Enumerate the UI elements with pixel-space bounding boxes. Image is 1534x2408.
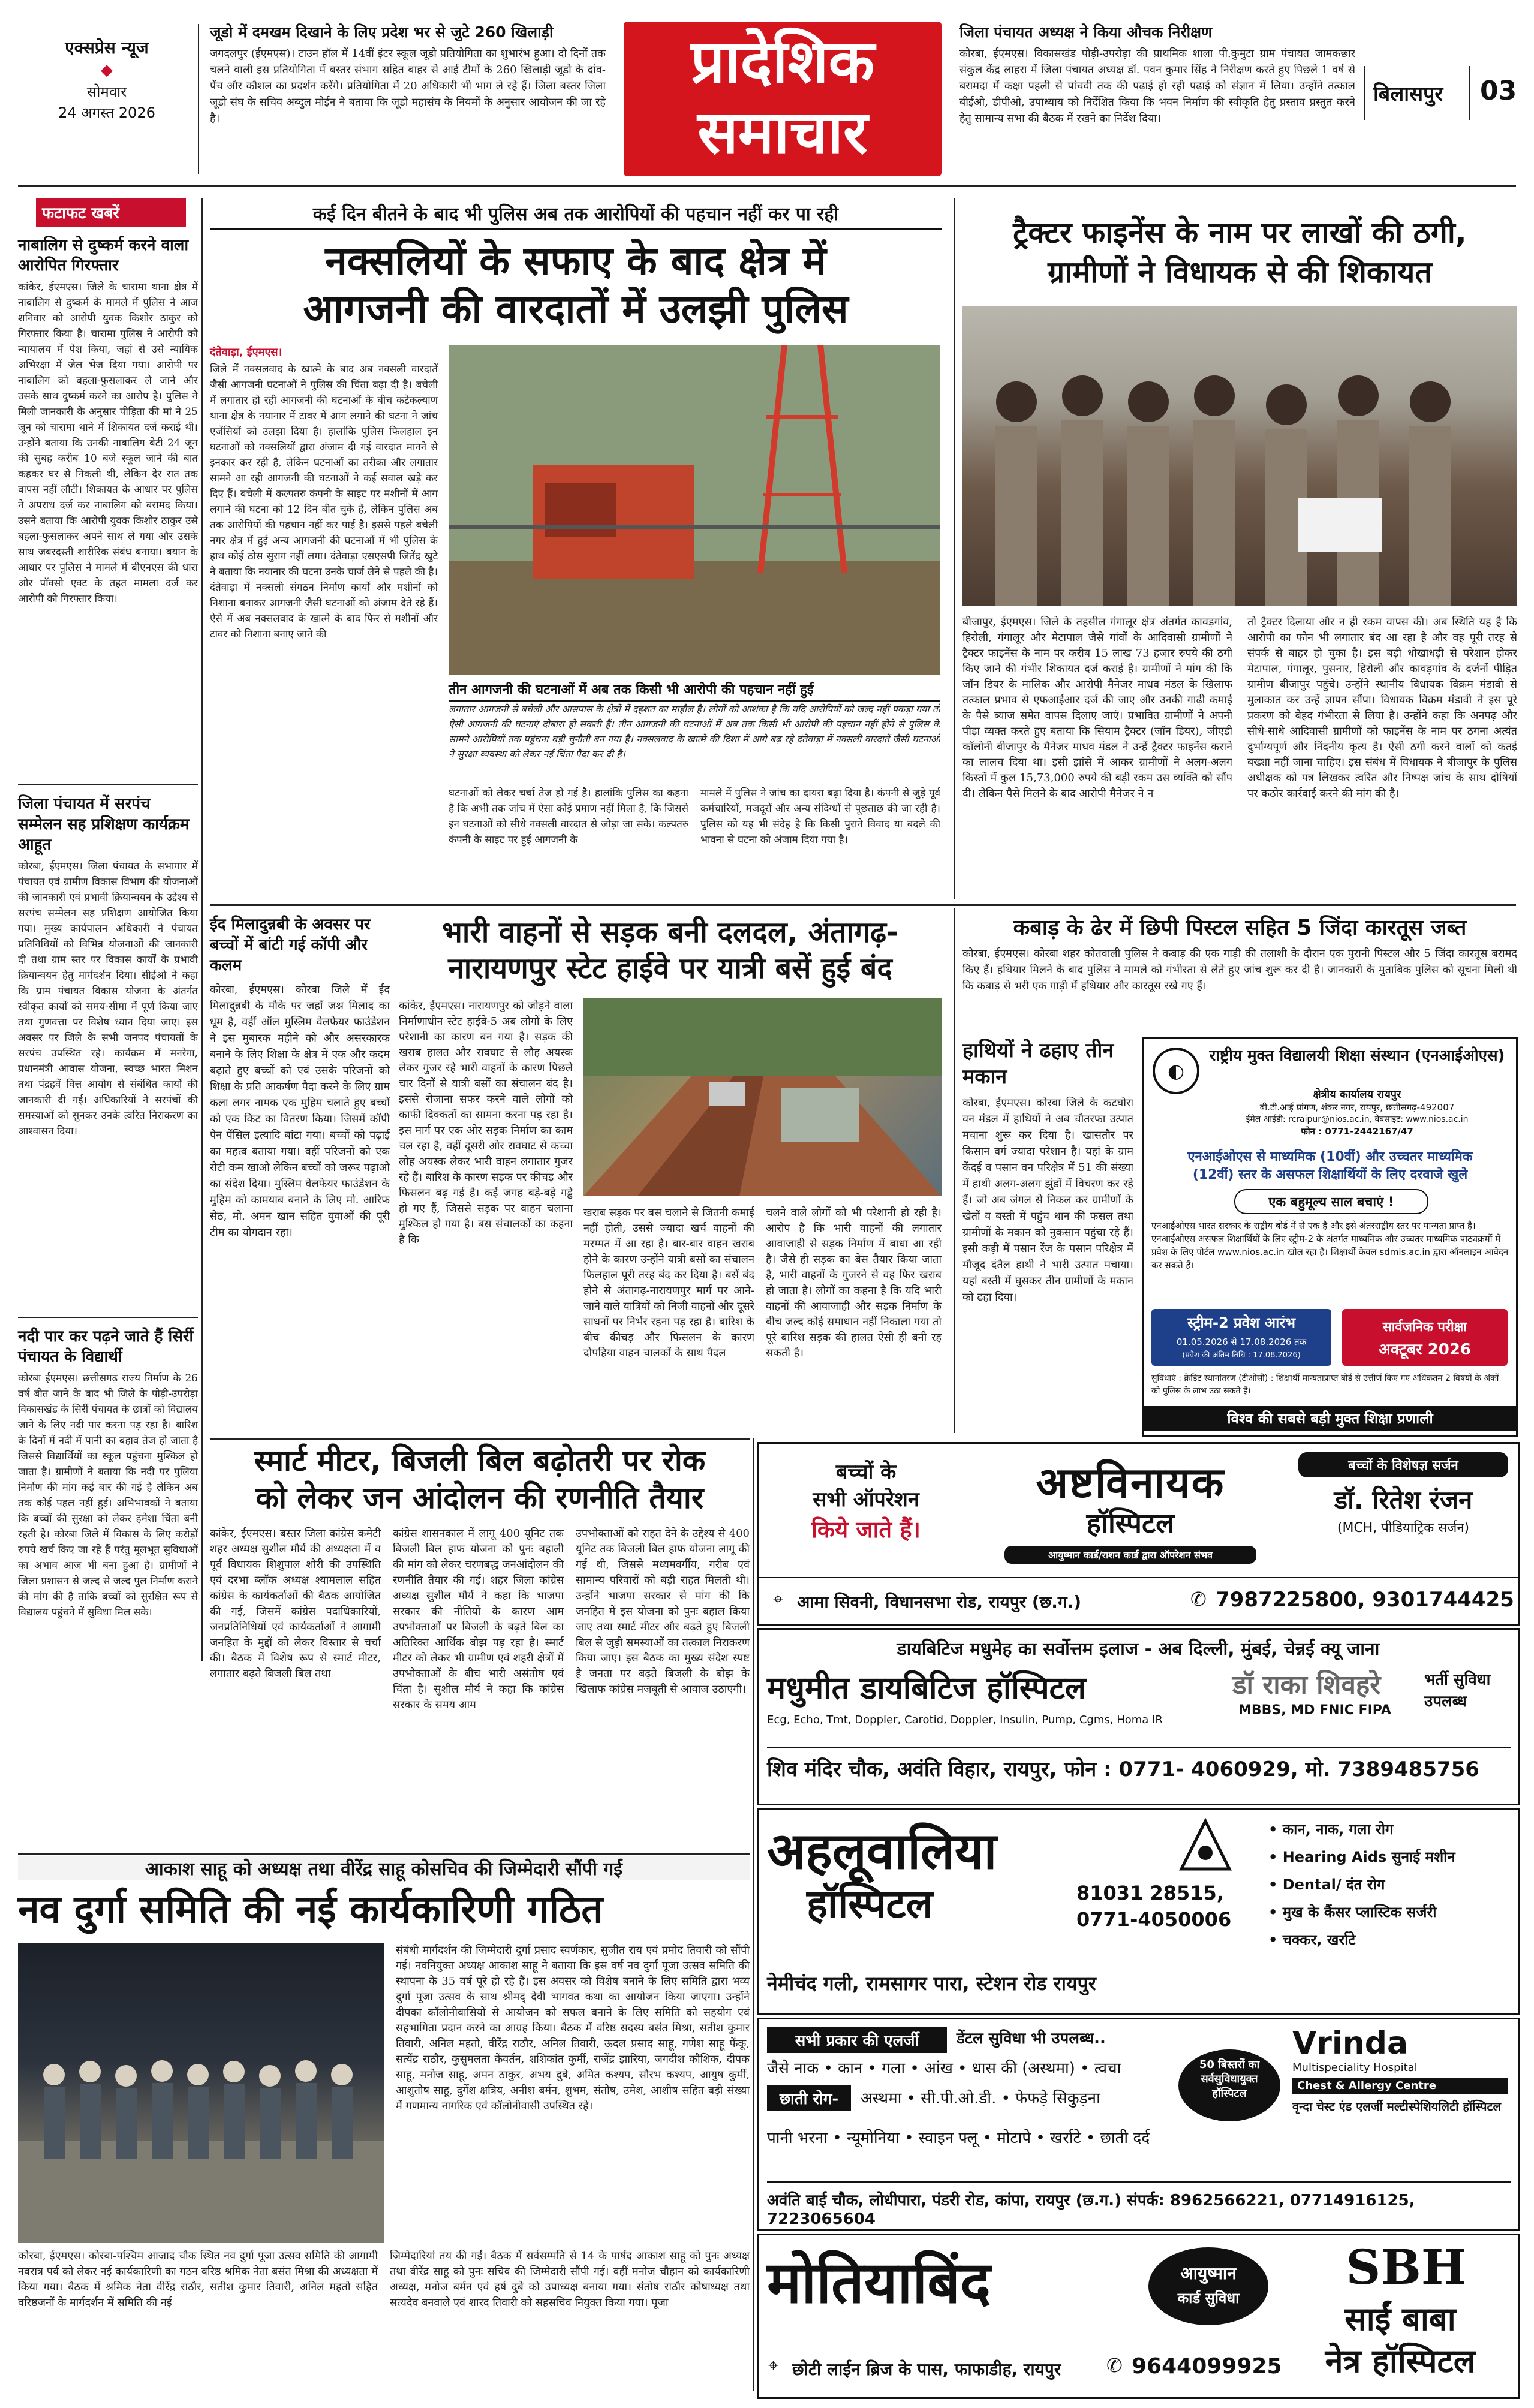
paper-name: एक्सप्रेस न्यूज [65,38,149,58]
doctor-degree: MBBS, MD FNIC FIPA [1238,1703,1391,1718]
vrinda-sub2: Chest & Allergy Centre [1292,2078,1508,2094]
doctor-name: डॉ राका शिवहरे [1232,1670,1381,1700]
story-headline: स्मार्ट मीटर, बिजली बिल बढ़ोतरी पर रोक [254,1443,706,1478]
story-column: तो ट्रैक्टर दिलाया और न ही रकम वापस की। अब स्थिति यह है कि आरोपी का फोन भी लगातार बंद आ रहा है और वह पूरी तरह से संपर्क से बाहर हो चुका है। इस बड़ी धोखाधड़ी से परेशान होकर मेटापाल, गंगालूर, पुसनार, हिरोली और कावड़गांव के दर्जनों पीड़ित ग्रामीण बीजापुर पहुंचे। उन्होंने स्थानीय विधायक विक्रम मंडावी से मुलाकात कर उन्हें ज्ञापन सौंपा। विधायक विक्रम मंडावी ने इस पूरे प्रकरण को बेहद गंभीरता से लिया है। उन्होंने कहा कि अनपढ़ और सीधे-साधे आदिवासी ग्रामीणों को फाइनेंस के नाम पर ठगना अत्यंत दुर्भाग्यपूर्ण और निंदनीय कृत्य है। ऐसी ठगी करने वालों को कतई बख्शा नहीं जाना चाहिए। इस संबंध में विधायक ने बीजापुर के पुलिस अधीक्षक को पत्र लिखकर त्वरित और निष्पक्ष जांच के साथ दोषियों पर कठोर कार्रवाई करने की मांग की है। [1247,616,1517,800]
story-column: संबंधी मार्गदर्शन की जिम्मेदारी दुर्गा प्रसाद स्वर्णकार, सुजीत राय एवं प्रमोद तिवारी को सौंपी गई। नवनियुक्त अध्यक्ष आकाश साहू ने बताया कि इस वर्ष नव दुर्गा पूजा उत्सव समिति की स्थापना के 35 वर्ष पूरे हो रहे हैं। इस अवसर को विशेष बनाने के लिए समिति द्वारा भव्य दुर्गा पूजा उत्सव के साथ श्रीमद् देवी भागवत कथा का आयोजन किया जाएगा। उन्होंने दीपका कॉलोनीवासियों से आयोजन को सफल बनाने के लिए समिति को सहयोग एवं सहभागिता प्रदान करने का आग्रह किया। बैठक में वरिष्ठ सदस्य बसंत मिश्रा, सतीश कुमार तिवारी, अनिल महतो, वीरेंद्र राठौर, अनिल तिवारी, ऊदल प्रसाद साहू, गणेश साहू फेंकू, सत्येंद्र राठौर, कुसुमलता केंवर्तन, शशिकांत कुर्मी, राजेंद्र झारिया, जगदीश कौशिक, दीपक साहू, मनोज साहू, अमन ठाकुर, अभय दुबे, अमित कश्यप, सौरभ कश्यप, आयुष कुर्मी, आशुतोष साहू, दुर्गेश क्षत्रिय, अनीश बर्मन, शुभम, संतोष, उमेश, आशीष सहित बड़ी संख्या में गणमान्य नागरिक एवं कॉलोनीवासी उपस्थित रहे। [396,1944,750,2112]
madhumeet-name: मधुमीत डायबिटिज हॉस्पिटल [767,1670,1087,1706]
story-column: घटनाओं को लेकर चर्चा तेज हो गई है। हालांकि पुलिस का कहना है कि अभी तक जांच में ऐसा कोई प्रमाण नहीं मिला है, कि जिससे इन घटनाओं को सीधे नक्सली वारदात से जोड़ा जा सके। कल्पतरु कंपनी के साइट पर हुई आगजनी के [449,787,688,846]
ayushman-badge [1148,2247,1268,2325]
page-number: 03 [1480,76,1517,106]
ad-phone: 9644099925 [1132,2354,1282,2379]
sbh-name: साईं बाबा [1344,2300,1456,2338]
story-headline: नक्सलियों के सफाए के बाद क्षेत्र में [325,238,826,284]
divider [18,1317,198,1318]
tractor-story [962,201,1517,899]
story-column: कोरबा, ईएमएस। कोरबा-पश्चिम आजाद चौक स्थित नव दुर्गा पूजा उत्सव समिति की आगामी नवरात्र पर्व को लेकर नई कार्यकारिणी का गठन वरिष्ठ श्रमिक नेता बसंत मिश्रा की अध्यक्षता में किया गया। बैठक में श्रमिक नेता वीरेंद्र राठौर, सतीश कुमार तिवारी, अनिल महतो सहित वरिष्ठजनों के मार्गदर्शन में समिति की नई [18,2250,378,2309]
nios-phone: फोन : 0771-2442167/47 [1301,1126,1413,1137]
ad-line: बच्चों के [835,1460,897,1484]
stream-dates: 01.05.2026 से 17.08.2026 तक [1176,1337,1307,1347]
ahluwalia-logo-icon [1178,1818,1232,1872]
ad-address: शिव मंदिर चौक, अवंति विहार, रायपुर, फोन : 0771- 4060929, मो. 7389485756 [767,1747,1511,1782]
ad-address: नेमीचंद गली, रामसागर पारा, स्टेशन रोड रायपुर [767,1972,1096,1995]
fire-tower-photo [449,345,940,675]
elephant-story [962,1037,1133,1433]
masthead-rule [18,185,1516,187]
paper-logo-block [23,36,191,138]
diamond-icon: ◆ [101,61,113,79]
story-kicker: कई दिन बीतने के बाद भी पुलिस अब तक आरोपियों की पहचान नहीं कर पा रही [210,201,942,230]
story-headline: जूडो में दमखम दिखाने के लिए प्रदेश भर से जुटे 260 खिलाड़ी [210,23,554,41]
durga-story [18,1856,750,2395]
ashtavinayak-ad [757,1442,1520,1626]
motiyabind-ad [757,2234,1520,2399]
ahluwalia-phone [1076,1882,1256,1931]
top-right-story [959,23,1355,179]
tower-illustration [449,345,940,675]
story-headline: कबाड़ के ढेर में छिपी पिस्टल सहित 5 जिंदा कारतूस जब्त [1013,916,1467,940]
exam-title: सार्वजनिक परीक्षा [1382,1320,1467,1335]
service-item: • Hearing Aids सुनाई मशीन [1268,1849,1455,1865]
fatafat-item-headline: जिला पंचायत में सरपंच सम्मेलन सह प्रशिक्षण कार्यक्रम आहूत [18,795,190,854]
vrinda-ad [757,2018,1520,2231]
nios-badge: एक बहुमूल्य साल बचाएं ! [1234,1189,1428,1214]
nios-main-line: एनआईओएस से माध्यमिक (10वीं) और उच्चतर माध्यमिक [1187,1149,1473,1164]
nios-email: ईमेल आईडी: rcraipur@nios.ac.in, वेबसाइट: www.nios.ac.in [1246,1115,1469,1124]
column-divider [201,198,203,1661]
nios-address: बी.टी.आई प्रांगण, शंकर नगर, रायपुर, छत्तीसगढ़-492007 [1259,1102,1455,1113]
story-headline: आगजनी की वारदातों में उलझी पुलिस [303,286,849,332]
ad-address: आमा सिवनी, विधानसभा रोड, रायपुर (छ.ग.) [797,1592,1082,1612]
badge-line: आयुष्मान [1180,2263,1237,2283]
story-body: कोरबा, ईएमएस। कोरबा जिले के कटघोरा वन मंडल में हाथियों ने अब चौतरफा उत्पात मचाना शुरू कर दिया है। खासतौर पर किसान वर्ग ज्यादा परेशान है। यहां के ग्राम केंदई व पसान वन परिक्षेत्र में 51 की संख्या में हाथी अलग-अलग झुंडों में विचरण कर रहे हैं। जो अब जंगल से निकल कर ग्रामीणों के खेतों व बस्ती में पहुंच धान की फसल तथा ग्रामीणों के मकान को नुकसान पहुंचा रहे हैं। इसी कड़ी में पसान रेंज के पसान परिक्षेत्र में मौजूद दंतैल हाथी ने भारी उत्पात मचाया। यहां बस्ती में घुसकर तीन ग्रामीणों के मकान को ढहा दिया। [962,1097,1133,1304]
muddy-road-photo [583,998,942,1196]
story-headline: ट्रैक्टर फाइनेंस के नाम पर लाखों की ठगी, [1013,215,1467,250]
column-divider [954,908,955,1433]
date-label: 24 अगस्त 2026 [58,104,155,121]
nios-main-line: (12वीं) स्तर के असफल शिक्षार्थियों के लिए दरवाजे खुले [1192,1167,1468,1182]
smart-meter-story [210,1442,750,1850]
stream-title: स्ट्रीम-2 प्रवेश आरंभ [1187,1314,1295,1331]
nios-org: राष्ट्रीय मुक्त विद्यालयी शिक्षा संस्थान (एनआईओएस) [1209,1047,1505,1065]
ashtavinayak-name: अष्टविनायक [1036,1458,1225,1507]
phone-icon: ✆ [1190,1588,1207,1611]
story-column: खराब सड़क पर बस चलाने से जितनी कमाई नहीं होती, उससे ज्यादा खर्च वाहनों की मरम्मत में आ रहा है। बार-बार वाहन खराब होने के कारण उन्होंने यात्री बसों का संचालन फिलहाल पूरी तरह बंद कर दिया है। बसें बंद होने से अंतागढ़-नारायणपुर मार्ग पर आने-जाने वाले यात्रियों को निजी वाहनों और दूसरे साधनों पर निर्भर रहना पड़ रहा है। बारिश के बीच कीचड़ और फिसलन के कारण दोपहिया वाहन चालकों के साथ पैदल [583,1206,754,1359]
story-dateline: दंतेवाड़ा, ईएमएस। [210,346,282,359]
fatafat-item-headline: नदी पार कर पढ़ने जाते हैं सिर्री पंचायत के विद्यार्थी [18,1328,194,1366]
story-headline: जिला पंचायत अध्यक्ष ने किया औचक निरीक्षण [959,23,1213,41]
ahluwalia-services [1268,1816,1514,1954]
ashtavinayak-hospital: हॉस्पिटल [1086,1507,1175,1539]
photo-caption: तीन आगजनी की घटनाओं में अब तक किसी भी आरोपी की पहचान नहीं हुई [449,678,940,702]
fatafat-column [18,198,198,1661]
sbh-name: नेत्र हॉस्पिटल [1325,2342,1476,2380]
road-illustration [583,998,942,1196]
story-column: जिले में नक्सलवाद के खात्मे के बाद अब नक्सली वारदातें जैसी आगजनी घटनाओं ने पुलिस की चिंता बढ़ा दी है। बचेली में लगातार हो रही आगजनी की घटनाओं के बीच कटेकल्याण थाना क्षेत्र के नयानार में टावर में आग लगाने की घटना ने जांच एजेंसियों को उलझा दिया है। हालांकि पुलिस फिलहाल इन घटनाओं को नक्सलियों द्वारा अंजाम दी गई वारदात मानने से इनकार कर रही है, लेकिन घटनाओं का तरीका और लगातार सामने आ रही आगजनी की घटनाओं ने कई सवाल खड़े कर दिए हैं। बचेली में कल्पतरु कंपनी के साइट पर मशीनों में आग लगाने की घटना को 12 दिन बीत चुके हैं, लेकिन पुलिस अब तक आरोपियों की पहचान नहीं कर पाई है। इससे पहले बचेली नगर क्षेत्र में हुई अन्य आगजनी की घटनाओं में भी पुलिस के हाथ कोई ठोस सुराग नहीं लगा। दंतेवाड़ा एसएसपी जितेंद्र खुटे ने बताया कि नयानार की घटना उनके चार्ज लेने से पहले की है। दंतेवाड़ा में नक्सली संगठन निर्माण कार्यों और मशीनों को निशाना बनाकर आगजनी जैसी घटनाओं को अंजाम देते रहे हैं। ऐसे में अब नक्सलवाद के खात्मे के बाद फिर से मशीनों और टावर को निशाना बनाए जाने की [210,363,438,640]
eid-story [210,914,390,1433]
badge-line: कार्ड सुविधा [1177,2290,1240,2307]
committee-illustration [18,1943,384,2243]
exam-month: अक्टूबर 2026 [1378,1341,1472,1359]
section-title-line2: समाचार [697,97,868,167]
fatafat-label: फटाफट खबरें [36,198,186,227]
column-divider [753,1438,754,2391]
nios-regional: क्षेत्रीय कार्यालय रायपुर [1313,1088,1401,1101]
vrinda-tag: सभी प्रकार की एलर्जी [767,2027,947,2053]
photo-subtext: लगातार आगजनी से बचेली और आसपास के क्षेत्रों में दहशत का माहौल है। लोगों को आशंका है कि यदि आरोपियों को जल्द नहीं पकड़ा गया तो ऐसी आगजनी की घटनाएं दोबारा हो सकती हैं। तीन आगजनी की घटनाओं में अब तक किसी भी आरोपी की पहचान नहीं होने से पुलिस के सामने आरोपियों तक पहुंचना बड़ी चुनौती बन गया है। नक्सलवाद के खात्मे की दिशा में आगे बढ़ रहे दंतेवाड़ा में नक्सली वारदातें जैसी घटनाओं ने सुरक्षा व्यवस्था को लेकर नई चिंता पैदा कर दी है। [449,703,940,760]
committee-photo [18,1943,384,2243]
vrinda-allergy: जैसे नाक • कान • गला • आंख • धास की (अस्थमा) • त्वचा [767,2060,1121,2078]
service-item: • चक्कर, खर्राटे [1268,1931,1356,1948]
nios-facility: सुविधाएं : क्रेडिट स्थानांतरण (टीओसी) : शिक्षार्थी मान्यताप्राप्त बोर्ड से उत्तीर्ण किए गए अधिकतम 2 विषयों के अंकों को पुलिस के लाभ उठा सकते हैं। [1151,1374,1499,1396]
divider [1364,66,1365,120]
ad-address: अवंति बाई चौक, लोधीपारा, पंडरी रोड, कांपा, रायपुर (छ.ग.) संपर्क: 8962566221, 07714916125, 7223065604 [767,2181,1511,2228]
story-body: कोरबा, ईएमएस। विकासखंड पोड़ी-उपरोड़ा की प्राथमिक शाला पी.कुमुटा ग्राम पंचायत जामकछार संकुल केंद्र लाहरा में जिला पंचायत अध्यक्ष डॉ. पवन कुमार सिंह ने निरीक्षण करते हुए पिछले 1 वर्ष से बरामदा में कक्षा पहली से पांचवी तक की पढ़ाई हो रही पढ़ाई को संज्ञान में लिया। उन्होंने तत्काल बीईओ, डीपीओ, उपाध्याय को निर्देशित किया कि भवन निर्माण की स्वीकृति हेतु प्रस्ताव प्रस्तुत करने हेतु सामान्य सभा की बैठक में रखने का निर्देश दिया। [959,47,1355,125]
city-label: बिलासपुर [1373,82,1443,106]
phone-number: 81031 28515, [1076,1882,1224,1904]
vrinda-hindi-name: वृन्दा चेस्ट एंड एलर्जी मल्टीस्पेशियलिटी हॉस्पिटल [1292,2099,1502,2114]
service-item: • Dental/ दंत रोग [1268,1876,1385,1893]
top-left-story [210,23,606,179]
story-headline: को लेकर जन आंदोलन की रणनीति तैयार [255,1480,704,1515]
section-title-block [624,22,942,176]
sbh-logo: SBH [1346,2239,1467,2295]
ahluwalia-name: अहलूवालिया [767,1822,997,1880]
pistol-story [962,914,1517,1022]
section-rule [210,1438,750,1440]
motiyabind-title: मोतियाबिंद [767,2249,991,2316]
nios-logo-icon: ◐ [1153,1048,1199,1094]
phone-icon: ✆ [1106,2354,1123,2377]
villagers-photo [962,306,1517,606]
nios-details: एनआईओएस भारत सरकार के राष्ट्रीय बोर्ड में से एक है और इसे अंतरराष्ट्रीय स्तर पर मान्यता प्राप्त है। एनआईओएस असफल शिक्षार्थियों के लिए स्ट्रीम-2 के अंतर्गत माध्यमिक और उच्चतर माध्यमिक पाठ्यक्रमों में प्रवेश के लिए पोर्टल www.nios.ac.in खोल रहा है। शिक्षार्थी केवल sdmis.ac.in द्वारा ऑनलाइन आवेदन कर सकते हैं। [1151,1220,1509,1271]
ad-address-bar [759,1577,1518,1623]
story-column: जिम्मेदारियां तय की गईं। बैठक में सर्वसम्मति से 14 के पार्षद आकाश साहू को पुनः अध्यक्ष तथा वीरेंद्र साहू को पुनः सचिव की जिम्मेदारी सौंपी गई। वहीं मनोज चौहान को कार्यकारिणी अध्यक्ष, मनोज बर्मन एवं हर्ष दुबे को उपाध्यक्ष बनाया गया। संतोष राठौर कोषाध्यक्ष तथा सत्यदेव बनवाले एवं शारद तिवारी को सहसचिव नियुक्त किया गया। पूजा [390,2250,750,2309]
fatafat-item-body: कोरबा ईएमएस। छत्तीसगढ़ राज्य निर्माण के 26 वर्ष बीत जाने के बाद भी जिले के पोड़ी-उपरोड़ा विकासखंड के सिर्री पंचायत के छात्रों को विद्यालय जाने के लिए नदी पार करना पड़ रहा है। बारिश के दिनों में नदी में पानी का बहाव तेज हो जाता है जिससे विद्यार्थियों का स्कूल पहुंचना मुश्किल हो जाता है। ग्रामीणों ने बताया कि नदी पर पुलिया निर्माण की मांग कई बार की गई है लेकिन अब तक कोई पहल नहीं हुई। अभिभावकों ने बताया कि बच्चों की सुरक्षा को लेकर हमेशा चिंता बनी रहती है। कोरबा जिले में विकास के लिए करोड़ों रुपये खर्च किए जा रहे हैं परंतु मूलभूत सुविधाओं का अभाव आज भी बना हुआ है। ग्रामीणों ने जिला प्रशासन से जल्द से जल्द पुल निर्माण कराने की मांग की है ताकि बच्चों को सुरक्षित रूप से विद्यालय पहुंचने में सुविधा मिल सके। [18,1372,198,1618]
service-item: • कान, नाक, गला रोग [1268,1821,1394,1838]
story-body: कोरबा, ईएमएस। कोरबा शहर कोतवाली पुलिस ने कबाड़ की एक गाड़ी की तलाशी के दौरान एक पुरानी पिस्टल और 5 जिंदा कारतूस बरामद किए हैं। हथियार मिलने के बाद पुलिस ने मामले को गंभीरता से लेते हुए जांच शुरू कर दी है। जानकारी के मुताबिक पुलिस को सूचना मिली थी कि कबाड़ से भरी एक गाड़ी में हथियार और कारतूस रखे गए हैं। [962,947,1517,992]
vrinda-name: Vrinda [1292,2025,1409,2061]
vrinda-sub: Multispeciality Hospital [1292,2061,1418,2074]
vrinda-beds-badge: 50 बिस्तरों का सर्वसुविधायुक्त हॉस्पिटल [1178,2049,1280,2121]
road-story [399,914,942,1433]
nios-footer: विश्व की सबसे बड़ी मुक्त शिक्षा प्रणाली [1144,1406,1516,1431]
doctor-name: डॉ. रितेश रंजन [1334,1485,1473,1515]
ad-phones: 7987225800, 9301744425 [1216,1588,1514,1612]
naxal-story [210,201,942,902]
divider [18,784,198,785]
vrinda-chest: अस्थमा • सी.पी.ओ.डी. • फेफड़े सिकुड़ना [861,2090,1100,2108]
story-column: कांकेर, ईएमएस। बस्तर जिला कांग्रेस कमेटी शहर अध्यक्ष सुशील मौर्य की अध्यक्षता में व पूर्व विधायक शिशुपाल शोरी की उपस्थिति एवं दरभा ब्लॉक अध्यक्ष श्यामलाल सहित कांग्रेस के कार्यकर्ताओं की बैठक आयोजित की गई, जिसमें कांग्रेस पदाधिकारियों, जनप्रतिनिधियों एवं कार्यकर्ताओं ने आगामी जनहित के मुद्दों को लेकर विस्तार से चर्चा की। बैठक में विशेष रूप से स्मार्ट मीटर, लगातार बढ़ते बिजली बिल तथा [210,1527,381,1680]
story-column: उपभोक्ताओं को राहत देने के उद्देश्य से 400 यूनिट तक बिजली बिल हाफ योजना लागू की गई थी, जिससे मध्यमवर्गीय, गरीब एवं सामान्य परिवारों को बड़ी राहत मिलती थी। उन्होंने भाजपा सरकार से मांग की कि जनहित में इस योजना को पुनः बहाल किया जाए तथा स्मार्ट मीटर और बढ़ते हुए बिजली बिल से जुड़ी समस्याओं का तत्काल निराकरण किया जाए। इस बैठक का मुख्य संदेश स्पष्ट है जनता पर बढ़ते बिजली के बोझ के खिलाफ कांग्रेस मजबूती से आवाज उठाएगी। [576,1527,750,1696]
ad-left-text [767,1458,965,1546]
stream-late: (प्रवेश की अंतिम तिथि : 17.08.2026) [1182,1351,1301,1360]
story-kicker: आकाश साहू को अध्यक्ष तथा वीरेंद्र साहू कोसचिव की जिम्मेदारी सौंपी गई [18,1856,750,1880]
group-illustration [962,306,1517,606]
story-column: कांकेर, ईएमएस। नारायणपुर को जोड़ने वाला निर्माणाधीन स्टेट हाईवे-5 अब लोगों के लिए परेशानी का कारण बन गया है। सड़क की खराब हालत और रावघाट से लौह अयस्क लेकर गुजर रहे भारी वाहनों के कारण पिछले चार दिनों से यात्री बसों का संचालन बंद है। इससे रोजाना सफर करने वाले लोगों को काफी दिक्कतों का सामना करना पड़ रहा है। इस मार्ग पर एक ओर सड़क निर्माण का काम चल रहा है, वहीं दूसरी ओर रावघाट से कच्चा लोह अयस्क लेकर भारी वाहन लगातार गुजर रहे हैं। बारिश के कारण सड़क पर कीचड़ और फिसलन बढ़ गई है। कई जगह बड़े-बड़े गड्ढे हो गए हैं, जिससे सड़क पर वाहन चलाना मुश्किल हो गया है। बस संचालकों का कहना है कि [399,1000,573,1246]
day-label: सोमवार [86,83,127,100]
story-body: कोरबा, ईएमएस। कोरबा जिले में ईद मिलादुन्नबी के मौके पर जहाँ जश्न मिलाद का धूम है, वहीं ऑल मुस्लिम वेलफेयर फाउंडेशन ने इस मुबारक महीने को और असरकारक बनाने के लिए शिक्षा के क्षेत्र में एक और कदम बढ़ाते हुए बच्चों को एवं उसके परिजनों को शिक्षा के प्रति आकर्षण पैदा करने के लिए ग्राम कला लगर नामक एक मुहिम चलाते हुए बच्चों को एक किट का वितरण किया। जिसमें कॉपी पेन पेंसिल इत्यादि बांटा गया। बच्चों को पढ़ाई का महत्व बताया गया। वहीं परिजनों को एक रोटी कम खाओ लेकिन बच्चों को जरूर पढ़ाओ का संदेश दिया। मुस्लिम वेलफेयर फाउंडेशन के मुहिम को कामयाब बनाने के लिए मो. आरिफ सेठ, मो. अमन खान सहित युवाओं की पूरी टीम का योगदान रहा। [210,983,390,1239]
divider [1469,66,1470,120]
story-headline: ईद मिलादुन्नबी के अवसर पर बच्चों में बांटी गई कॉपी और कलम [210,916,371,974]
nios-exam-box [1342,1309,1508,1366]
fatafat-item-body: कोरबा, ईएमएस। जिला पंचायत के सभागार में पंचायत एवं ग्रामीण विकास विभाग की योजनाओं की जानकारी एवं प्रभावी क्रियान्वयन के उद्देश्य से सरपंच सम्मेलन सह प्रशिक्षण आयोजित किया गया। मुख्य कार्यपालन अधिकारी ने पंचायत प्रतिनिधियों को विभिन्न योजनाओं की जानकारी दी तथा ग्राम स्तर पर विकास कार्यों के प्रभावी क्रियान्वयन हेतु मार्गदर्शन दिया। सीईओ ने कहा कि ग्राम पंचायत विकास योजना के अंतर्गत स्वीकृत कार्यों को समय-सीमा में पूर्ण किया जाए तथा गुणवत्ता पर विशेष ध्यान दिया जाए। इस अवसर पर जिले के सभी जनपद पंचायतों के सरपंच उपस्थित रहे। कार्यक्रम में मनरेगा, प्रधानमंत्री आवास योजना, स्वच्छ भारत मिशन तथा पंद्रहवें वित्त आयोग से संबंधित कार्यों की जानकारी दी गई। अधिकारियों ने सरपंचों की समस्याओं को सुनकर उनके त्वरित निराकरण का आश्वासन दिया। [18,860,198,1137]
vrinda-more: पानी भरना • न्यूमोनिया • स्वाइन फ्लू • मोटापे • खर्राटे • छाती दर्द [767,2129,1150,2147]
section-rule [18,1853,750,1855]
story-column: बीजापुर, ईएमएस। जिले के तहसील गंगालूर क्षेत्र अंतर्गत कावड़गांव, हिरोली, गंगालूर और मेटापाल जैसे गांवों के आदिवासी ग्रामीणों ने ट्रैक्टर फाइनेंस के नाम पर करीब 15 लाख 73 हजार रुपये की ठगी किए जाने की गंभीर शिकायत दर्ज कराई है। ग्रामीणों ने मांग की कि जॉन डियर के मालिक और आरोपी मैनेजर माधव मंडल के खिलाफ तत्काल प्रभाव से एफआईआर दर्ज की जाए और उनकी गाढ़ी कमाई के पैसे ब्याज समेत वापस दिलाए जाएं। प्रभावित ग्रामीणों ने अपनी पीड़ा व्यक्त करते हुए बताया कि सियाम ट्रैक्टर (जॉन डियर), जीएडी कॉलोनी बीजापुर के मैनेजर माधव मंडल ने उन्हें ट्रैक्टर फाइनेंस कराने का लालच दिया था। इसी झांसे में आकर ग्रामीणों ने अलग-अलग किस्तों में कुल 15,73,000 रुपये की बड़ी रकम उस व्यक्ति को सौंप दी। लेकिन पैसे मिलने के बाद आरोपी मैनेजर ने न [962,616,1232,800]
nios-ad [1142,1037,1518,1437]
doctor-degree: (MCH, पीडियाट्रिक सर्जन) [1337,1521,1470,1536]
madhumeet-ad [757,1628,1520,1805]
ad-top-line: डायबिटिज मधुमेह का सर्वोत्तम इलाज - अब दिल्ली, मुंबई, चेन्नई क्यू जाना [897,1639,1380,1660]
location-pin-icon: ⌖ [768,2355,778,2376]
story-column: मामले में पुलिस ने जांच का दायरा बढ़ा दिया है। कंपनी से जुड़े पूर्व कर्मचारियों, मजदूरों और अन्य संदिग्धों से पूछताछ की जा रही है। पुलिस को यह भी संदेह है कि किसी पुराने विवाद या बदले की भावना से घटना को अंजाम दिया गया है। [700,787,940,846]
fatafat-item-headline: नाबालिग से दुष्कर्म करने वाला आरोपित गिरफ्तार [18,236,189,275]
story-column: चलने वाले लोगों को भी परेशानी हो रही है। आरोप है कि भारी वाहनों की लगातार आवाजाही से सड़क निर्माण में बाधा आ रही है। जैसे ही सड़क का बेस तैयार किया जाता है, भारी वाहनों के गुजरने से वह फिर खराब हो जाता है। लोगों का कहना है कि यदि भारी वाहनों की आवाजाही और सड़क निर्माण के बीच जल्द कोई समाधान नहीं निकाला गया तो पूरे बारिश सड़क की हालत ऐसी ही बनी रह सकती है। [766,1206,942,1359]
story-headline: भारी वाहनों से सड़क बनी दलदल, अंतागढ़- [442,916,898,949]
service-item: • मुख के कैंसर प्लास्टिक सर्जरी [1268,1904,1437,1921]
story-headline: ग्रामीणों ने विधायक से की शिकायत [1048,255,1432,290]
nios-stream-box [1151,1309,1331,1366]
ad-line: किये जाते हैं। [811,1516,921,1543]
story-column: कांग्रेस शासनकाल में लागू 400 यूनिट तक बिजली बिल हाफ योजना को पुनः बहाली की मांग को लेकर चरणबद्ध जनआंदोलन की रणनीति तैयार की गई। शहर जिला कांग्रेस अध्यक्ष सुशील मौर्य ने कहा कि भाजपा सरकार की नीतियों के कारण आम उपभोक्ताओं पर बिजली के बढ़ते बिल का अतिरिक्त आर्थिक बोझ पड़ रहा है। स्मार्ट मीटर को लेकर भी ग्रामीण एवं शहरी क्षेत्रों में उपभोक्ताओं के बीच भारी असंतोष एवं चिंता है। सुशील मौर्य ने कहा कि कांग्रेस सरकार के समय आम [393,1527,564,1711]
vrinda-chest-label: छाती रोग- [767,2085,851,2111]
vrinda-tag: डेंटल सुविधा भी उपलब्ध.. [957,2030,1106,2048]
bharti-label: भर्ती सुविधा उपलब्ध [1424,1671,1491,1711]
story-headline: नारायणपुर स्टेट हाईवे पर यात्री बसें हुई बंद [448,952,892,985]
location-pin-icon: ⌖ [773,1589,783,1610]
ahluwalia-ad [757,1808,1520,2015]
story-body: जगदलपुर (ईएमएस)। टाउन हॉल में 14वीं इंटर स्कूल जूडो प्रतियोगिता का शुभारंभ हुआ। दो दिनों तक चलने वाली इस प्रतियोगिता में बस्तर संभाग सहित बाहर से आई टीमों के 260 खिलाड़ी जूडो के दांव-पेंच और कौशल का प्रदर्शन करेंगे। प्रतियोगिता में 20 अधिकारी भी भाग ले रहे हैं। जिला बस्तर जिला जूडो संघ के सचिव अब्दुल मोईन ने बताया कि जूडो महासंघ के नियमों के अनुसार आयोजन की जा रहे है। [210,47,606,125]
ad-line: सभी ऑपरेशन [813,1488,919,1512]
ahluwalia-hospital: हॉस्पिटल [807,1881,933,1927]
story-headline: हाथियों ने ढहाए तीन मकान [962,1039,1114,1089]
phone-number: 0771-4050006 [1076,1908,1232,1931]
vrinda-logo-block [1292,2025,1508,2151]
column-divider [954,198,955,899]
fatafat-item-body: कांकेर, ईएमएस। जिले के चारामा थाना क्षेत्र में नाबालिग से दुष्कर्म के मामले में पुलिस ने आज शनिवार को आरोपी युवक किशोर ठाकुर को गिरफ्तार किया है। चारामा पुलिस ने आरोपी को न्यायालय में पेश किया, जहां से उसे न्यायिक अभिरक्षा में जेल भेज दिया गया। आरोपी पर नाबालिग को बहला-फुसलाकर ले जाने और उसके साथ दुष्कर्म करने का आरोप है। पुलिस ने मिली जानकारी के अनुसार पीड़िता की मां ने 25 जून को चारामा थाने में शिकायत दर्ज कराई थी। उन्होंने बताया कि उनकी नाबालिग बेटी 24 जून की सुबह करीब 10 बजे स्कूल जाने की बात कहकर घर से निकली थी, लेकिन देर रात तक वापस नहीं लौटी। शिकायत के आधार पर पुलिस ने अपराध दर्ज कर नाबालिग को बरामद किया। उसने बताया कि आरोपी युवक किशोर ठाकुर उसे बहला-फुसलाकर अपने साथ ले गया और उसके साथ जबरदस्ती शारीरिक संबंध बनाया। बयान के आधार पर पुलिस ने मामले में बीएनएस की धारा और पॉक्सो एक्ट के तहत मामला दर्ज कर आरोपी को गिरफ्तार किया। [18,281,198,605]
masthead [0,0,1534,193]
ad-address: छोटी लाईन ब्रिज के पास, फाफाडीह, रायपुर [792,2359,1061,2379]
section-title-line1: प्रादेशिक [690,26,875,97]
story-headline: नव दुर्गा समिति की नई कार्यकारिणी गठित [18,1888,603,1932]
madhumeet-tests: Ecg, Echo, Tmt, Doppler, Carotid, Doppler, Insulin, Pump, Cgms, Homa IR [767,1714,1163,1726]
ashtavinayak-tag: आयुष्मान कार्ड/राशन कार्ड द्वारा ऑपरेशन संभव [1004,1546,1256,1564]
divider [198,24,199,174]
specialist-label: बच्चों के विशेषज्ञ सर्जन [1298,1452,1508,1477]
section-rule [210,904,1516,906]
